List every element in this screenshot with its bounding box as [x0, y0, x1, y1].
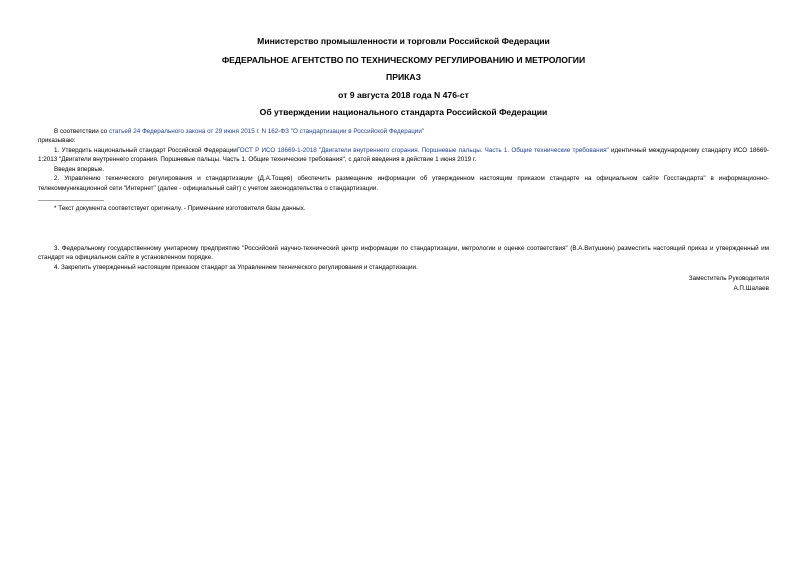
ministry-heading: Министерство промышленности и торговли Российской Федерации [257, 36, 550, 46]
intro-lead: В соответствии со [54, 127, 109, 135]
item-2: 2. Управлению технического регулирования и стандартизации (Д.А.Тощев) обеспечить размещение информации об утвержденном настоящим приказом стандарте на официальном сайте Госстандарта" в информационно-телекоммуникационной сети "Интернет" (далее - официальный сайт) с учетом законодательства о стандартизации. [38, 175, 769, 192]
agency-heading: ФЕДЕРАЛЬНОЕ АГЕНТСТВО ПО ТЕХНИЧЕСКОМУ РЕГУЛИРОВАНИЮ И МЕТРОЛОГИИ [221, 54, 586, 65]
item-1-rest: идентичный международному стандарту ИСО 18669-1:2013 "Двигатели внутреннего сгорания. Поршневые пальцы. Часть 1. Общие технические требования", с датой введения в действие 1 июня 2019 г. [38, 146, 769, 163]
footnote: * Текст документа соответствует оригиналу. - Примечание изготовителя базы данных. [54, 205, 306, 212]
introduced-note: Введен впервые. [54, 165, 105, 173]
order-word: приказываю: [38, 137, 76, 144]
standard-link[interactable]: ГОСТ Р ИСО 18669-1-2018 "Двигатели внутреннего сгорания. Поршневые пальцы. Часть 1. Общие технические требования" [236, 146, 609, 154]
document-page [38, 30, 769, 293]
subject-heading: Об утверждении национального стандарта Российской Федерации [259, 107, 548, 117]
item-1-text: 1. Утвердить национальный стандарт Российской Федерации [54, 146, 237, 154]
doc-type-heading: ПРИКАЗ [386, 72, 421, 82]
item-3: 3. Федеральному государственному унитарному предприятию "Российский научно-технический центр информации по стандартизации, метрологии и оценке соответствия" (В.А.Витушкин) разместить настоящий приказ и утвержденный им стандарт на официальном сайте в установленном порядке. [38, 244, 769, 261]
date-number-heading: от 9 августа 2018 года N 476-ст [338, 89, 469, 100]
law-link[interactable]: статьей 24 Федерального закона от 29 июня 2015 г. N 162-ФЗ "О стандартизации в Российской Федерации" [108, 127, 425, 135]
spacer [38, 214, 769, 244]
signature-name: А.П.Шалаев [733, 284, 769, 292]
signature-position: Заместитель Руководителя [688, 275, 769, 282]
item-1 [38, 146, 769, 165]
item-4: 4. Закрепить утвержденный настоящим приказом стандарт за Управлением технического регулирования и стандартизации. [54, 263, 418, 271]
intro-paragraph [38, 127, 769, 137]
footnote-divider [38, 200, 104, 201]
